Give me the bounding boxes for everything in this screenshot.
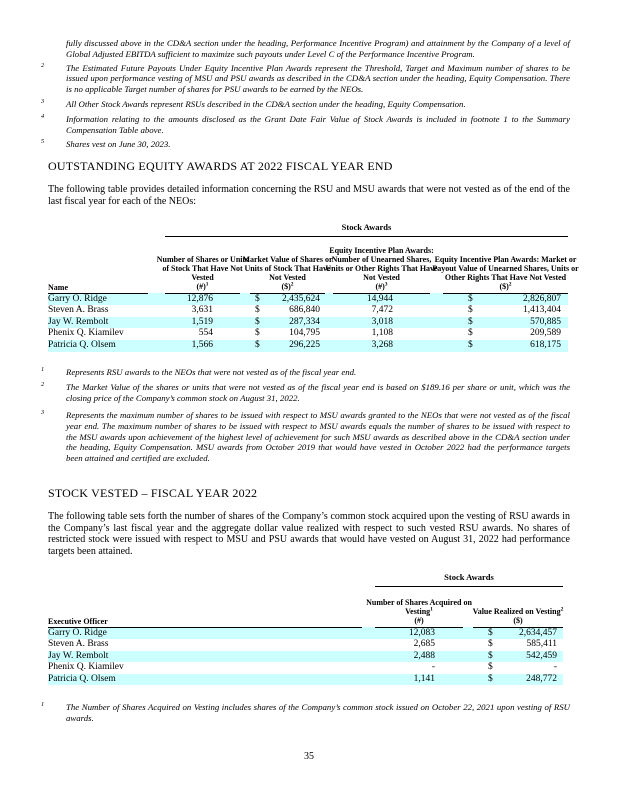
footnote-text: fully discussed above in the CD&A section under the heading, Performance Incentive Program) and attainment by the Company of a level of Global Adjusted EBITDA sufficient to maximize such payouts under Level C of the Performance Incentive Program. <box>66 38 570 59</box>
table-row <box>48 305 568 317</box>
cell-unearned-value: 618,175 <box>478 340 568 352</box>
footnote-2 <box>41 61 570 95</box>
cell-name: Patricia Q. Olsem <box>48 674 362 686</box>
cell-shares: 2,488 <box>375 651 463 663</box>
cell-market-value: 296,225 <box>270 340 325 352</box>
table2-footnotes <box>41 701 570 724</box>
cell-not-vested-num: 1,566 <box>165 340 240 352</box>
currency-symbol: $ <box>255 305 260 316</box>
currency-symbol: $ <box>468 328 473 339</box>
cell-value: 2,634,457 <box>503 627 563 639</box>
cell-not-vested-num: 554 <box>198 328 213 339</box>
currency-symbol: $ <box>488 639 493 650</box>
cell-value: 248,772 <box>503 674 563 686</box>
footnote-marker: 2 <box>41 61 45 69</box>
col-header-unearned-value: Equity Incentive Plan Awards: Market or Payout Value of Unearned Shares, Units or Other Rights That Have Not Vested ($)$^2$ <box>443 236 568 293</box>
cell-name: Phenix Q. Kiamilev <box>48 662 124 673</box>
table-row <box>48 328 568 340</box>
currency-symbol: $ <box>473 627 503 639</box>
footnote-marker: 4 <box>41 112 45 120</box>
cell-market-value: 686,840 <box>289 305 320 316</box>
currency-symbol: $ <box>255 328 260 339</box>
column-header-row <box>48 236 568 293</box>
top-footnotes <box>41 38 570 150</box>
cell-market-value: 2,435,624 <box>270 293 325 305</box>
footnote-text: Shares vest on June 30, 2023. <box>66 139 171 150</box>
footnote-continuation <box>48 38 570 60</box>
currency-symbol: $ <box>473 674 503 686</box>
stock-vested-table <box>48 572 563 685</box>
cell-name: Garry O. Ridge <box>48 627 362 639</box>
footnote-3 <box>41 409 570 464</box>
cell-not-vested-num: 3,631 <box>191 305 213 316</box>
footnote-text: The Number of Shares Acquired on Vesting includes shares of the Company’s common stock issued on October 22, 2021 upon vesting of RSU awards. <box>66 702 570 724</box>
cell-name: Steven A. Brass <box>48 639 109 650</box>
table-row <box>48 627 563 639</box>
footnote-marker: 3 <box>41 97 45 105</box>
group-header-row <box>48 572 563 586</box>
cell-value: - <box>553 662 557 673</box>
cell-name: Steven A. Brass <box>48 305 109 316</box>
col-header-not-vested-num: Number of Shares or Units of Stock That Have Not Vested (#)$^1$ <box>165 236 240 293</box>
footnote-1 <box>41 365 570 378</box>
cell-name: Patricia Q. Olsem <box>48 340 148 352</box>
currency-symbol: $ <box>443 317 478 329</box>
stock-awards-group-header: Stock Awards <box>375 572 563 586</box>
table-row <box>48 651 563 663</box>
currency-symbol: $ <box>250 317 270 329</box>
currency-symbol: $ <box>443 340 478 352</box>
footnote-4 <box>41 112 570 136</box>
table-row <box>48 340 568 352</box>
cell-unearned-num: 14,944 <box>333 293 430 305</box>
footnote-text: All Other Stock Awards represent RSUs described in the CD&A section under the heading, Equity Compensation. <box>66 98 466 109</box>
currency-symbol: $ <box>488 662 493 673</box>
footnote-text: Information relating to the amounts disclosed as the Grant Date Fair Value of Stock Awards is included in footnote 1 to the Summary Compensation Table above. <box>66 113 570 135</box>
footnote-text: The Estimated Future Payouts Under Equity Incentive Plan Awards represent the Threshold, Target and Maximum number of shares to be issued upon performance vesting of MSU and PSU awards as described in the CD&A section under the heading, Equity Compensation. There is no applicable Target number of shares for PSU awards to be earned by the NEOs. <box>66 62 570 95</box>
page-number: 35 <box>304 751 314 762</box>
cell-unearned-num: 7,472 <box>371 305 393 316</box>
cell-value: 542,459 <box>503 651 563 663</box>
cell-unearned-value: 570,885 <box>478 317 568 329</box>
cell-not-vested-num: 1,519 <box>165 317 240 329</box>
cell-value: 585,411 <box>526 639 557 650</box>
table1-footnotes <box>41 365 570 464</box>
footnote-2 <box>41 381 570 404</box>
table-row <box>48 662 563 674</box>
footnote-marker: 1 <box>41 701 45 709</box>
cell-market-value: 287,334 <box>270 317 325 329</box>
footnote-marker: 5 <box>41 138 45 146</box>
col-header-market-value: Market Value of Shares or Units of Stock That Have Not Vested ($)$^2$ <box>250 236 325 293</box>
outstanding-equity-awards-table <box>48 222 579 351</box>
section-heading-stock-vested: STOCK VESTED – FISCAL YEAR 2022 <box>48 486 258 501</box>
cell-name: Garry O. Ridge <box>48 293 148 305</box>
col-header-shares-acquired: Number of Shares Acquired on Vesting$^1$ (#) <box>375 586 463 627</box>
table-row <box>48 293 568 305</box>
cell-unearned-num: 1,108 <box>371 328 393 339</box>
cell-name: Jay W. Rembolt <box>48 651 362 663</box>
cell-unearned-num: 3,018 <box>333 317 430 329</box>
currency-symbol: $ <box>250 293 270 305</box>
section1-intro: The following table provides detailed information concerning the RSU and MSU awards that were not vested as of the end of the last fiscal year for each of the NEOs: <box>48 184 570 207</box>
footnote-5 <box>41 138 570 150</box>
cell-shares: - <box>431 662 435 673</box>
footnote-text: The Market Value of the shares or units that were not vested as of the fiscal year end is based on $189.16 per share or unit, which was the closing price of the Company’s common stock on August 31, 2022. <box>66 382 570 404</box>
table-row <box>48 317 568 329</box>
cell-unearned-value: 2,826,807 <box>478 293 568 305</box>
officer-column-header: Executive Officer <box>48 586 362 627</box>
table-row <box>48 674 563 686</box>
stock-awards-group-header: Stock Awards <box>165 222 568 236</box>
footnote-marker: 1 <box>41 365 45 373</box>
footnote-marker: 3 <box>41 409 45 417</box>
table-row <box>48 639 563 651</box>
name-column-header: Name <box>48 236 148 293</box>
cell-name: Jay W. Rembolt <box>48 317 148 329</box>
column-header-row <box>48 586 563 627</box>
group-header-row <box>48 222 568 236</box>
cell-market-value: 104,795 <box>289 328 320 339</box>
cell-shares: 12,083 <box>375 627 463 639</box>
cell-not-vested-num: 12,876 <box>165 293 240 305</box>
currency-symbol: $ <box>473 651 503 663</box>
cell-name: Phenix Q. Kiamilev <box>48 328 124 339</box>
footnote-text: Represents RSU awards to the NEOs that were not vested as of the fiscal year end. <box>66 366 357 377</box>
col-header-value-realized: Value Realized on Vesting$^2$ ($) <box>473 586 563 627</box>
section-heading-outstanding-awards: OUTSTANDING EQUITY AWARDS AT 2022 FISCAL YEAR END <box>48 159 393 174</box>
col-header-unearned-num: Equity Incentive Plan Awards: Number of Unearned Shares, Units or Other Rights That Have Not Vested (#)$^3$ <box>333 236 430 293</box>
cell-shares: 1,141 <box>375 674 463 686</box>
footnote-3 <box>41 97 570 110</box>
cell-unearned-value: 209,589 <box>530 328 561 339</box>
currency-symbol: $ <box>468 305 473 316</box>
currency-symbol: $ <box>250 340 270 352</box>
currency-symbol: $ <box>443 293 478 305</box>
footnote-marker: 2 <box>41 381 45 389</box>
cell-shares: 2,685 <box>413 639 435 650</box>
footnote-1 <box>41 701 570 724</box>
footnote-text: Represents the maximum number of shares to be issued with respect to MSU awards granted to the NEOs that were not vested as of the fiscal year end. The maximum number of shares to be issued with respect to MSU awards equals the number of shares to be issued with respect to the MSU awards upon achievement of the highest level of achievement for such MSU awards as described above in the CD&A section under the heading, Equity Compensation. MSU awards from October 2019 that would have vested in October 2022 had the performance targets been attained and certified are excluded. <box>66 410 570 464</box>
cell-unearned-num: 3,268 <box>333 340 430 352</box>
section2-intro: The following table sets forth the number of shares of the Company’s common stock acquired upon the vesting of RSU awards in the Company’s last fiscal year and the aggregate dollar value realized with respect to such vested RSU awards. No shares of restricted stock were issued with respect to MSU and PSU awards that would have vested on August 31, 2022 had performance targets been attained. <box>48 511 570 557</box>
cell-unearned-value: 1,413,404 <box>523 305 561 316</box>
